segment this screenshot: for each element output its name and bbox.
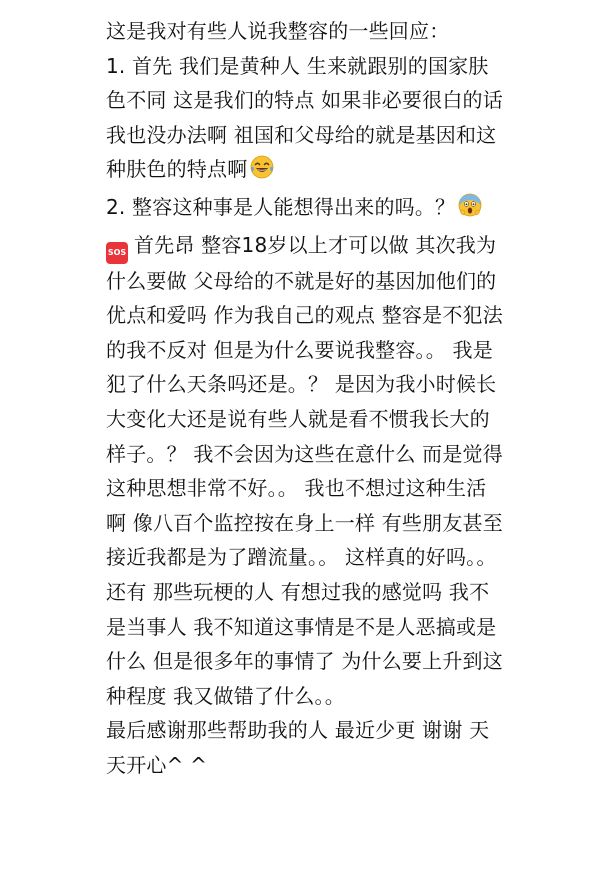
intro-line (106, 14, 506, 49)
point-3-text: 还有 那些玩梗的人 有想过我的感觉吗 我不是当事人 我不知道这事情是不是人恶搞或是什么 但是很多年的事情了 为什么要上升到这种程度 我又做错了什么。。 (106, 579, 503, 708)
closing-line (106, 713, 506, 782)
sos-icon: SOS (106, 242, 128, 264)
point-1-text: 1. 首先 我们是黄种人 生来就跟别的国家肤色不同 这是我们的特点 如果非必要很白的话我也没办法啊 祖国和父母给的就是基因和这种肤色的特点啊 (106, 53, 503, 182)
closing-text: 最后感谢那些帮助我的人 最近少更 谢谢 天天开心^ ^ (106, 718, 490, 777)
point-2-body-text: 首先昂 整容18岁以上才可以做 其次我为什么要做 父母给的不就是好的基因加他们的优点和爱吗 作为我自己的观点 整容是不犯法的我不反对 但是为什么要说我整容。。 我是犯了什么天条吗还是。？ 是因为我小时候长大变化大还是说有些人就是看不惯我长大的样子。？ 我不会因为这些在意什么 而是觉得这种思想非常不好。。 我也不想过这种生活啊 像八百个监控按在身上一样 有些朋友甚至接近我都是为了蹭流量。。 这样真的好吗。。 (106, 232, 503, 570)
laughing-tears-icon (250, 155, 274, 190)
intro-text: 这是我对有些人说我整容的一些回应： (106, 19, 450, 43)
point-1 (106, 49, 506, 190)
note-body (106, 14, 506, 782)
screaming-face-icon (458, 193, 482, 228)
point-3 (106, 575, 506, 713)
point-2-lead-text: 2. 整容这种事是人能想得出来的吗。？ (106, 194, 456, 219)
point-2-lead (106, 190, 506, 228)
point-2-body (106, 228, 506, 575)
